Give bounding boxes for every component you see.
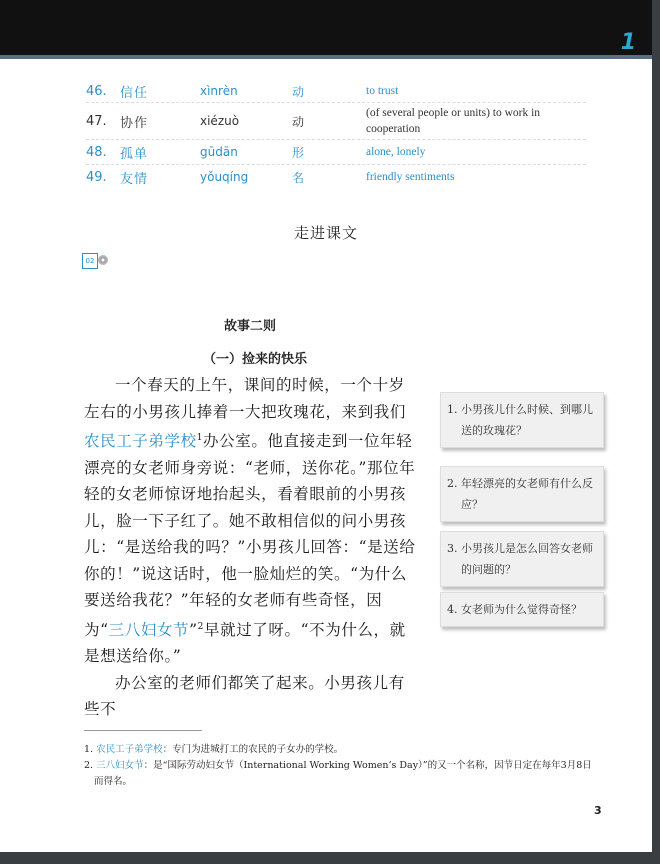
story-body xyxy=(84,372,420,723)
comprehension-question-card xyxy=(440,392,604,448)
vocab-english: to trust xyxy=(366,85,399,97)
header-rule xyxy=(0,55,652,59)
audio-track-number: 02 xyxy=(82,253,98,269)
vocab-hanzi: 孤单 xyxy=(120,146,149,162)
vocab-part-of-speech: 动 xyxy=(292,84,305,99)
footnote-term-link[interactable]: 三八妇女节 xyxy=(108,620,190,639)
vocab-english: alone, lonely xyxy=(366,146,426,158)
question-text: 4. 女老师为什么觉得奇怪？ xyxy=(447,603,582,616)
vocab-number: 46. xyxy=(86,83,107,99)
footnote-item: 2. 三八妇女节：是“国际劳动妇女节（International Working Women’s Day）”的又一个名称，因节日定在每年3月8日而得名。 xyxy=(84,760,592,787)
vocab-number: 49. xyxy=(86,169,107,185)
vocab-row xyxy=(86,103,586,140)
vocab-english: friendly sentiments xyxy=(366,171,455,183)
vocabulary-list xyxy=(86,80,586,189)
question-text: 2. 年轻漂亮的女老师有什么反应？ xyxy=(447,477,593,511)
vocab-pinyin: yǒuqíng xyxy=(200,170,249,184)
footnote-item: 1. 农民工子弟学校：专门为进城打工的农民的子女办的学校。 xyxy=(84,744,344,755)
vocab-hanzi: 信任 xyxy=(120,85,149,101)
top-header-bar xyxy=(0,0,652,56)
footnote-marker: 2 xyxy=(197,621,204,632)
question-text: 1. 小男孩儿什么时候、到哪儿送的玫瑰花？ xyxy=(447,403,593,437)
footnote-marker: 1 xyxy=(196,433,204,443)
vocab-english: (of several people or units) to work in cooperation xyxy=(366,107,541,135)
vocab-pinyin: xìnrèn xyxy=(200,84,238,98)
footnote-term: 农民工子弟学校 xyxy=(96,744,163,755)
viewer-edge xyxy=(652,0,660,864)
vocab-hanzi: 协作 xyxy=(120,115,149,131)
question-text: 3. 小男孩儿是怎么回答女老师的问题的？ xyxy=(447,542,593,576)
cd-icon xyxy=(98,255,108,265)
vocab-row xyxy=(86,165,586,189)
vocab-row xyxy=(86,140,586,165)
story-title: 故事二则 xyxy=(223,319,276,334)
vocab-number: 47. xyxy=(86,113,107,129)
comprehension-question-card xyxy=(440,592,604,627)
footnote-divider xyxy=(84,730,202,731)
viewer-bottom-edge xyxy=(0,852,660,864)
vocab-part-of-speech: 动 xyxy=(292,114,305,129)
comprehension-question-card xyxy=(440,466,604,522)
vocab-pinyin: gūdān xyxy=(200,145,238,159)
audio-track-button[interactable] xyxy=(82,253,108,269)
vocab-row xyxy=(86,80,586,103)
vocab-pinyin: xiézuò xyxy=(200,114,240,128)
chapter-number: 1 xyxy=(620,30,636,55)
vocab-part-of-speech: 形 xyxy=(292,145,305,160)
part-title: （一）捡来的快乐 xyxy=(202,352,307,367)
page-number: 3 xyxy=(594,804,602,817)
vocab-hanzi: 友情 xyxy=(120,171,149,187)
vocab-part-of-speech: 名 xyxy=(292,170,305,185)
footnotes xyxy=(84,742,594,790)
footnote-term-link[interactable]: 农民工子弟学校 xyxy=(84,432,197,451)
story-paragraph: 办公室的老师们都笑了起来。小男孩儿有些不 xyxy=(84,673,405,719)
story-paragraph: 一个春天的上午，课间的时候，一个十岁左右的小男孩儿捧着一大把玫瑰花，来到我们农民工子弟学校$^1$办公室。他直接走到一位年轻漂亮的女老师身旁说：“老师，送你花。”那位年轻的女老师惊讶地抬起头，看着眼前的小男孩儿，脸一下子红了。她不敢相信似的问小男孩儿：“是送给我的吗？”小男孩儿回答：“是送给你的！”说这话时，他一脸灿烂的笑。“为什么要送给我花？”年轻的女老师有些奇怪，因为“三八妇女节”$^2$早就过了呀。“不为什么，就是想送给你。” xyxy=(84,376,416,666)
footnote-term: 三八妇女节 xyxy=(96,760,144,771)
comprehension-question-card xyxy=(440,531,604,587)
section-title: 走进课文 xyxy=(293,224,358,242)
vocab-number: 48. xyxy=(86,144,107,160)
